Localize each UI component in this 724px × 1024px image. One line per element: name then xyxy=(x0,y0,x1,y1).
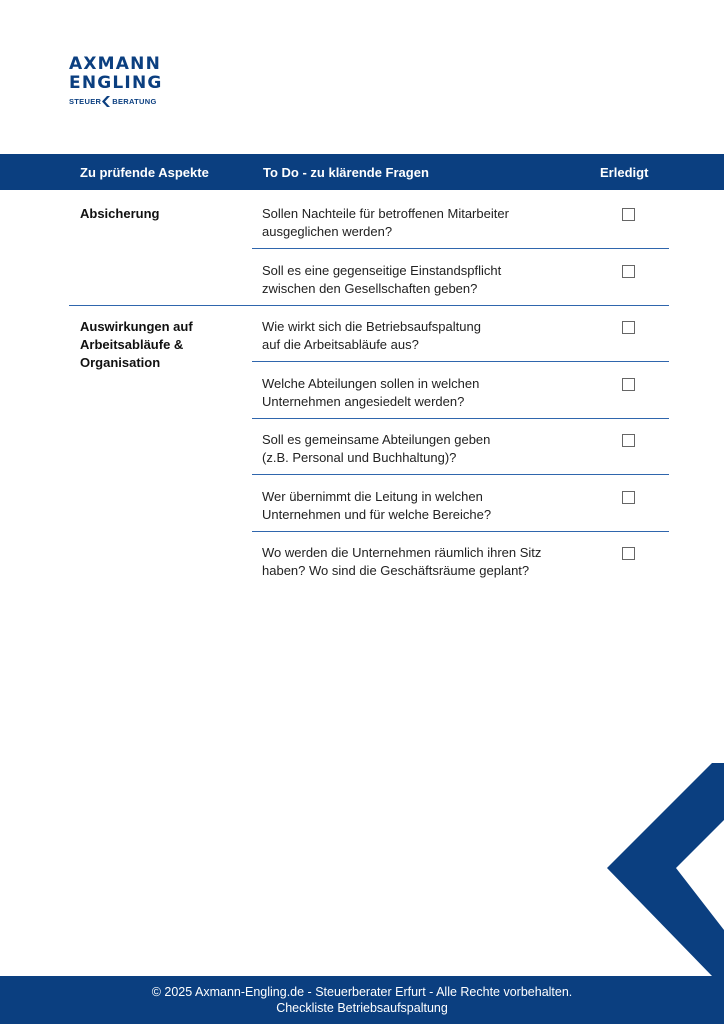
question-line: Sollen Nachteile für betroffenen Mitarbeiter xyxy=(262,206,509,221)
footer-document-title: Checkliste Betriebsaufspaltung xyxy=(276,1001,448,1015)
logo-line-1: AXMANN xyxy=(69,54,161,74)
question-line: Soll es gemeinsame Abteilungen geben xyxy=(262,432,491,447)
question-line: ausgeglichen werden? xyxy=(262,224,393,239)
question-line: zwischen den Gesellschaften geben? xyxy=(262,281,478,296)
header-done: Erledigt xyxy=(600,165,649,180)
question-line: auf die Arbeitsabläufe aus? xyxy=(262,337,419,352)
aspect-line: Auswirkungen auf xyxy=(80,319,193,334)
header-aspects: Zu prüfende Aspekte xyxy=(80,165,209,180)
header-questions: To Do - zu klärende Fragen xyxy=(263,165,429,180)
question-line: Unternehmen und für welche Bereiche? xyxy=(262,507,492,522)
aspect-line: Organisation xyxy=(80,355,161,370)
question-line: Welche Abteilungen sollen in welchen xyxy=(262,376,480,391)
question-line: (z.B. Personal und Buchhaltung)? xyxy=(262,450,457,465)
question-line: Soll es eine gegenseitige Einstandspflicht xyxy=(262,263,502,278)
aspect-line: Arbeitsabläufe & xyxy=(80,337,184,352)
question-line: Unternehmen angesiedelt werden? xyxy=(262,394,465,409)
question-line: Wie wirkt sich die Betriebsaufspaltung xyxy=(262,319,481,334)
logo-line-2: ENGLING xyxy=(69,73,163,93)
question-line: haben? Wo sind die Geschäftsräume geplant? xyxy=(262,563,530,578)
logo-sub-right: BERATUNG xyxy=(112,97,157,106)
question-line: Wo werden die Unternehmen räumlich ihren Sitz xyxy=(262,545,542,560)
logo-sub-left: STEUER xyxy=(69,97,102,106)
aspect-line: Absicherung xyxy=(80,206,160,221)
question-line: Wer übernimmt die Leitung in welchen xyxy=(262,489,483,504)
page-footer xyxy=(0,976,724,1024)
footer-copyright: © 2025 Axmann-Engling.de - Steuerberater Erfurt - Alle Rechte vorbehalten. xyxy=(151,985,573,999)
